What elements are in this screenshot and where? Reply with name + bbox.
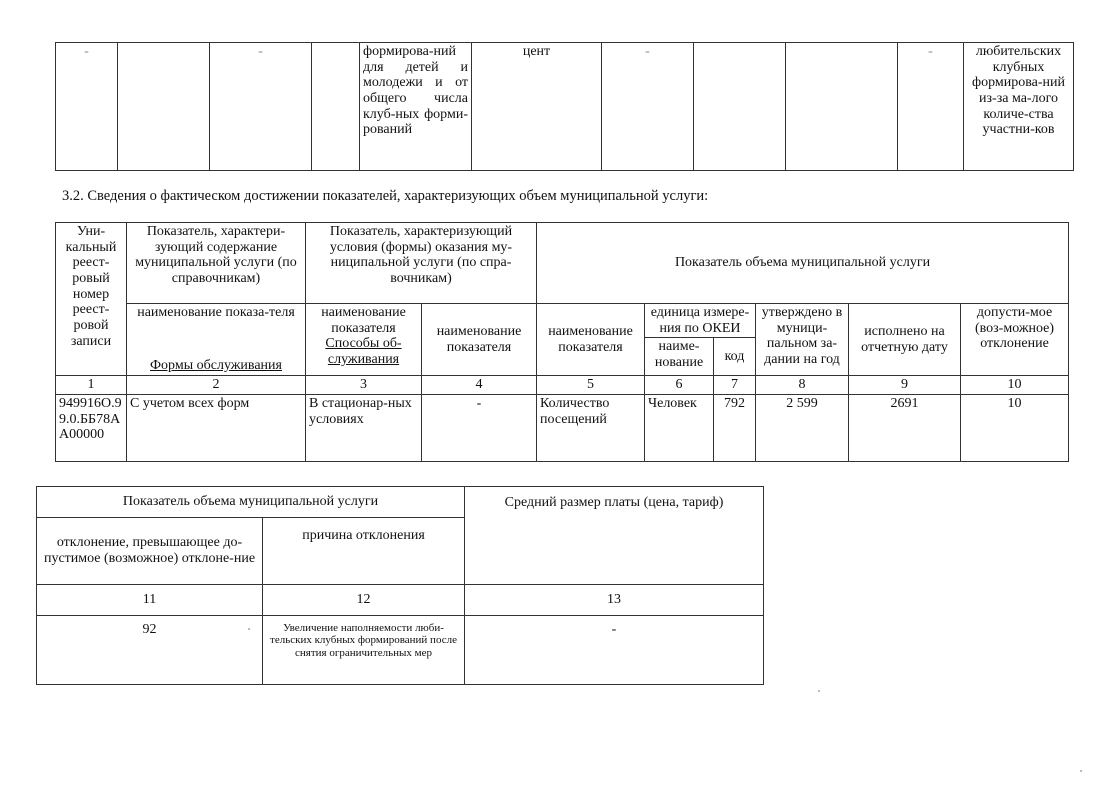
header-name-indicator	[306, 304, 422, 376]
table-row	[37, 616, 764, 685]
header-methods: Способы об-служивания	[325, 336, 402, 368]
header-unit-code: код	[714, 338, 756, 376]
header-conditions-indicator: Показатель, характеризующий условия (формы) оказания му-ниципальной услуги (по спра-вочникам)	[306, 223, 537, 304]
header-approved: утверждено в муници-пальном за-дании на год	[756, 304, 849, 376]
header-excess-deviation: отклонение, превышающее до-пустимое (возможное) отклоне-ние	[37, 518, 263, 585]
cell-excess-deviation: 92	[37, 616, 263, 685]
cell-content: С учетом всех форм	[127, 395, 306, 462]
cell-empty	[312, 43, 360, 171]
cell-dash: -	[898, 43, 964, 171]
cell-approved: 2 599	[756, 395, 849, 462]
column-number: 9	[849, 376, 961, 395]
column-number: 3	[306, 376, 422, 395]
header-unique-number: Уни-кальный реест-ровый номер реест-ровой записи	[56, 223, 127, 376]
cell-unit-code: 792	[714, 395, 756, 462]
column-number: 10	[961, 376, 1069, 395]
header-allowed-deviation: допусти-мое (воз-можное) отклонение	[961, 304, 1069, 376]
scan-speck	[248, 628, 250, 630]
header-content-indicator: Показатель, характери-зующий содержание муниципальной услуги (по справочникам)	[127, 223, 306, 304]
header-volume-indicator: Показатель объема муниципальной услуги	[537, 223, 1069, 304]
column-number: 4	[422, 376, 537, 395]
cell-deviation-reason: Увеличение наполняемости люби-тельских клубных формирований после снятия ограничительных мер	[263, 616, 465, 685]
scan-speck	[1080, 770, 1082, 772]
cell-empty	[694, 43, 786, 171]
header-average-fee: Средний размер платы (цена, тариф)	[465, 487, 764, 585]
column-number: 13	[465, 585, 764, 616]
cell-executed: 2691	[849, 395, 961, 462]
header-row	[56, 304, 1069, 338]
column-number: 11	[37, 585, 263, 616]
column-number: 6	[645, 376, 714, 395]
volume-indicators-table	[55, 222, 1069, 462]
header-unit-okei: единица измере-ния по ОКЕИ	[645, 304, 756, 338]
cell-average-fee: -	[465, 616, 764, 685]
cell-indicator-text: формирова-ний для детей и молодежи и от общего числа клуб-ных форми-рований	[360, 43, 472, 171]
cell-dash: -	[210, 43, 312, 171]
header-name-indicator: наименование показателя	[422, 304, 537, 376]
header-deviation-reason: причина отклонения	[263, 518, 465, 585]
table-row	[56, 395, 1069, 462]
cell-dash: -	[56, 43, 118, 171]
header-name-indicator: наименование показателя	[537, 304, 645, 376]
cell-empty	[786, 43, 898, 171]
cell-volume-name: Количество посещений	[537, 395, 645, 462]
column-number: 12	[263, 585, 465, 616]
column-number: 8	[756, 376, 849, 395]
column-number: 7	[714, 376, 756, 395]
cell-reason-text: любительских клубных формирова-ний из-за ма-лого количе-ства участни-ков	[964, 43, 1074, 171]
table-row	[56, 43, 1074, 171]
cell-dash: -	[602, 43, 694, 171]
header-row	[56, 223, 1069, 304]
header-executed: исполнено на отчетную дату	[849, 304, 961, 376]
column-number: 2	[127, 376, 306, 395]
header-forms: Формы обслуживания	[150, 357, 282, 373]
column-number-row	[56, 376, 1069, 395]
column-number: 5	[537, 376, 645, 395]
cell-conditions: В стационар-ных условиях	[306, 395, 422, 462]
deviation-table	[36, 486, 764, 685]
cell-unit-name: Человек	[645, 395, 714, 462]
header-name-label: наименование показа-теля	[137, 305, 295, 320]
column-number: 1	[56, 376, 127, 395]
cell-unit-text: цент	[472, 43, 602, 171]
header-name-label: наименование показателя	[321, 305, 406, 336]
column-number-row	[37, 585, 764, 616]
header-unit-name: наиме-нование	[645, 338, 714, 376]
header-row	[37, 487, 764, 518]
cell-registry-number: 949916О.99.0.ББ78АА00000	[56, 395, 127, 462]
cell-empty	[118, 43, 210, 171]
header-name-indicator	[127, 304, 306, 376]
header-volume-indicator: Показатель объема муниципальной услуги	[37, 487, 465, 518]
cell-allowed: 10	[961, 395, 1069, 462]
section-heading: 3.2. Сведения о фактическом достижении показателей, характеризующих объем муниципальной услуги:	[62, 188, 709, 204]
scan-speck	[818, 690, 820, 692]
continuation-table	[55, 42, 1074, 171]
cell-indicator: -	[422, 395, 537, 462]
